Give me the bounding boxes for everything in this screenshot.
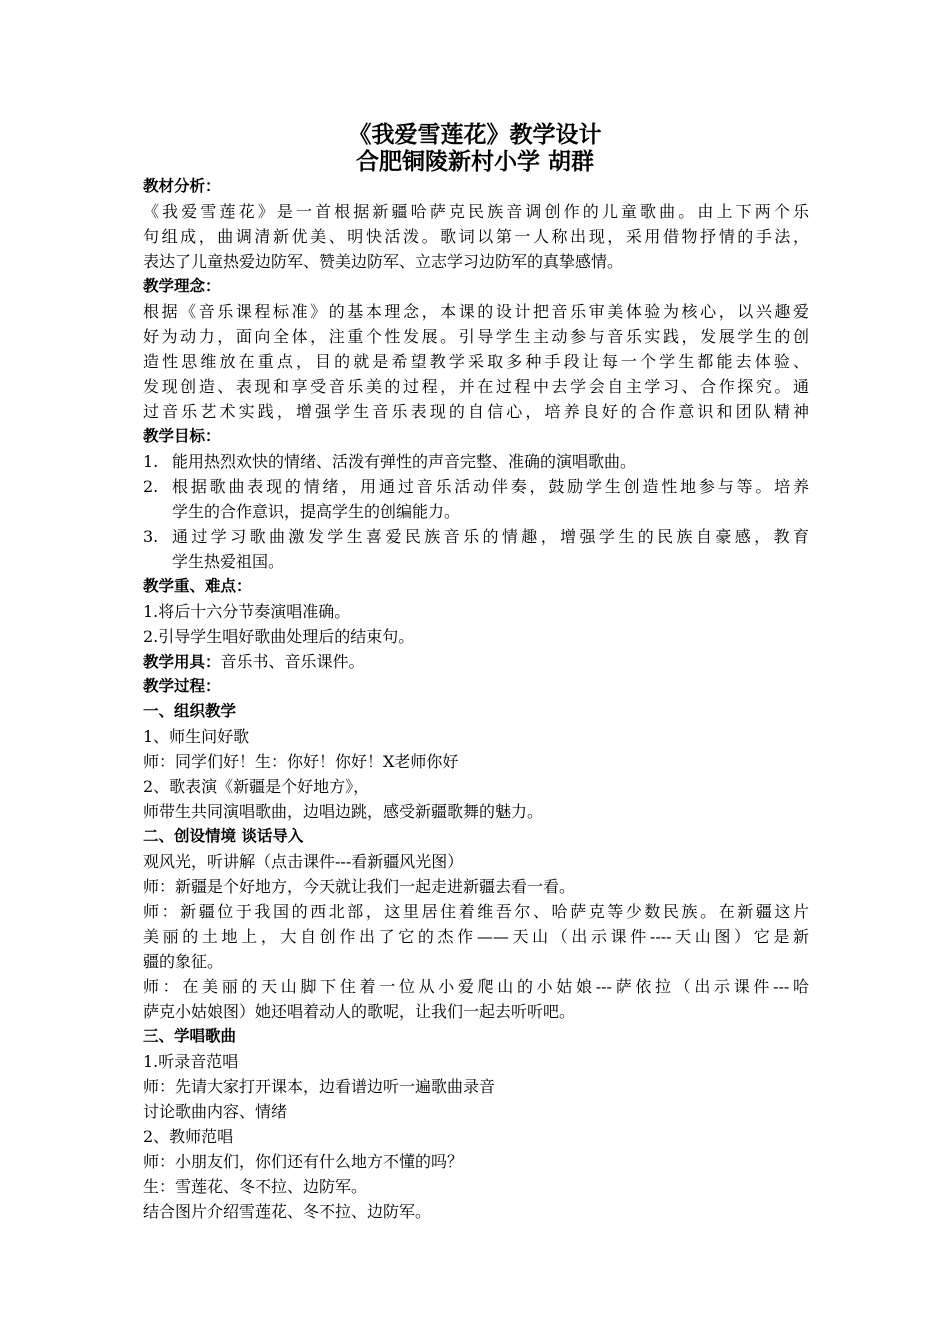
subsection-heading: 一、组织教学 bbox=[143, 702, 237, 720]
goal-item bbox=[143, 474, 809, 524]
section-heading-concept: 教学理念： bbox=[143, 277, 221, 295]
goal-number: 1. bbox=[143, 452, 159, 471]
paragraph-line: 美丽的土地上，大自创作出了它的杰作——天山（出示课件----天山图）它是新 bbox=[143, 927, 809, 946]
paragraph-line: 师：先请大家打开课本，边看谱边听一遍歌曲录音 bbox=[143, 1077, 496, 1096]
document-author: 合肥铜陵新村小学 胡群 bbox=[355, 149, 594, 175]
goal-number: 2. bbox=[143, 477, 159, 496]
paragraph-line: 句组成，曲调清新优美、明快活泼。歌词以第一人称出现，采用借物抒情的手法， bbox=[143, 227, 809, 246]
paragraph-line: 1.听录音范唱 bbox=[143, 1052, 239, 1071]
paragraph-line: 师带生共同演唱歌曲，边唱边跳，感受新疆歌舞的魅力。 bbox=[143, 802, 544, 821]
goal-text: 能用热烈欢快的情绪、活泼有弹性的声音完整、准确的演唱歌曲。 bbox=[172, 452, 637, 471]
goal-item bbox=[143, 524, 809, 574]
paragraph-line: 表达了儿童热爱边防军、赞美边防军、立志学习边防军的真挚感情。 bbox=[143, 252, 624, 271]
goal-text: 学生的合作意识，提高学生的创编能力。 bbox=[172, 502, 461, 521]
paragraph-line: 好为动力，面向全体，注重个性发展。引导学生主动参与音乐实践，发展学生的创 bbox=[143, 327, 809, 346]
paragraph-line: 发现创造、表现和享受音乐美的过程，并在过程中去学会自主学习、合作探究。通 bbox=[143, 377, 809, 396]
paragraph-line: 观风光，听讲解（点击课件---看新疆风光图） bbox=[143, 852, 464, 871]
paragraph-line: 过音乐艺术实践，增强学生音乐表现的自信心，培养良好的合作意识和团队精神 bbox=[143, 402, 809, 421]
paragraph-line: 师：新疆位于我国的西北部，这里居住着维吾尔、哈萨克等少数民族。在新疆这片 bbox=[143, 902, 809, 921]
goal-text: 根据歌曲表现的情绪，用通过音乐活动伴奏，鼓励学生创造性地参与等。培养 bbox=[172, 477, 809, 496]
paragraph-line: 萨克小姑娘图）她还唱着动人的歌呢，让我们一起去听听吧。 bbox=[143, 1002, 576, 1021]
paragraph-line: 师：同学们好！生：你好！你好！X老师你好 bbox=[143, 752, 459, 771]
paragraph-line: 造性思维放在重点，目的就是希望教学采取多种手段让每一个学生都能去体验、 bbox=[143, 352, 809, 371]
paragraph-line: 疆的象征。 bbox=[143, 952, 224, 971]
paragraph-line: 师：新疆是个好地方，今天就让我们一起走进新疆去看一看。 bbox=[143, 877, 576, 896]
paragraph-line: 生：雪莲花、冬不拉、边防军。 bbox=[143, 1177, 368, 1196]
document-body bbox=[143, 174, 809, 1224]
paragraph-line: 《我爱雪莲花》是一首根据新疆哈萨克民族音调创作的儿童歌曲。由上下两个乐 bbox=[143, 202, 809, 221]
goal-item bbox=[143, 449, 809, 474]
paragraph-line: 2.引导学生唱好歌曲处理后的结束句。 bbox=[143, 627, 415, 646]
goal-number: 3. bbox=[143, 527, 159, 546]
document-title: 《我爱雪莲花》教学设计 bbox=[348, 122, 602, 148]
goal-text: 学生热爱祖国。 bbox=[172, 552, 285, 571]
subsection-heading: 三、学唱歌曲 bbox=[143, 1027, 237, 1045]
section-heading-process: 教学过程： bbox=[143, 677, 221, 695]
section-heading-analysis: 教材分析： bbox=[143, 177, 221, 195]
tools-line bbox=[143, 649, 809, 674]
paragraph-line: 结合图片介绍雪莲花、冬不拉、边防军。 bbox=[143, 1202, 432, 1221]
paragraph-line: 2、教师范唱 bbox=[143, 1127, 234, 1146]
paragraph-line: 师：在美丽的天山脚下住着一位从小爱爬山的小姑娘---萨依拉（出示课件---哈 bbox=[143, 977, 809, 996]
paragraph-line: 2、歌表演《新疆是个好地方》， bbox=[143, 777, 370, 796]
paragraph-line: 1、师生问好歌 bbox=[143, 727, 250, 746]
tools-text: 音乐书、音乐课件。 bbox=[220, 652, 365, 671]
paragraph-line: 讨论歌曲内容、情绪 bbox=[143, 1102, 288, 1121]
section-heading-tools: 教学用具： bbox=[143, 653, 221, 671]
subsection-heading: 二、创设情境 谈话导入 bbox=[143, 827, 304, 845]
section-heading-goals: 教学目标： bbox=[143, 427, 221, 445]
paragraph-line: 师：小朋友们，你们还有什么地方不懂的吗？ bbox=[143, 1152, 464, 1171]
paragraph-line: 1.将后十六分节奏演唱准确。 bbox=[143, 602, 351, 621]
goal-text: 通过学习歌曲激发学生喜爱民族音乐的情趣，增强学生的民族自豪感，教育 bbox=[172, 527, 809, 546]
section-heading-keypoints: 教学重、难点： bbox=[143, 577, 252, 595]
paragraph-line: 根据《音乐课程标准》的基本理念，本课的设计把音乐审美体验为核心，以兴趣爱 bbox=[143, 302, 809, 321]
